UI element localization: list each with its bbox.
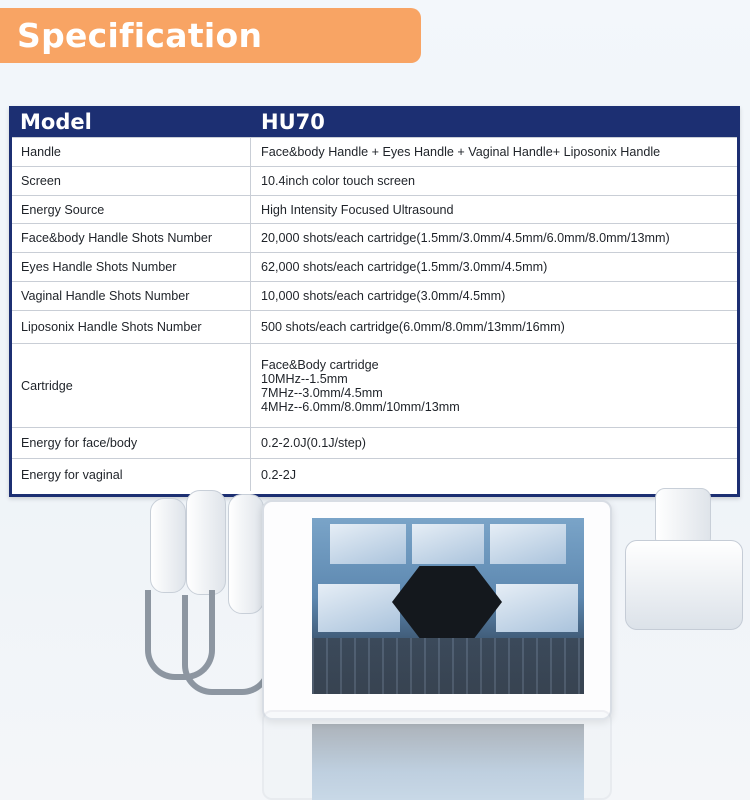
header-banner (0, 8, 421, 63)
reflection-display (312, 724, 584, 800)
table-row (12, 252, 737, 281)
cartridge-line: 10MHz--1.5mm (261, 371, 348, 386)
model-label: Model (20, 109, 92, 134)
cartridge-line: Face&Body cartridge (261, 357, 379, 372)
spec-table (9, 106, 740, 497)
row-value: 0.2-2.0J(0.1J/step) (261, 436, 366, 450)
handpiece-2 (186, 490, 226, 595)
model-value: HU70 (261, 109, 325, 134)
screen-tile (318, 584, 400, 632)
page-title: Specification (17, 16, 263, 55)
row-value: Face&body Handle + Eyes Handle + Vaginal Handle+ Liposonix Handle (261, 145, 661, 159)
row-label: Energy Source (12, 196, 251, 223)
row-value: 10.4inch color touch screen (261, 174, 416, 188)
table-row (12, 195, 737, 223)
liposonix-handle (655, 488, 711, 548)
row-label: Liposonix Handle Shots Number (12, 311, 251, 343)
cable (182, 595, 272, 695)
row-value: 500 shots/each cartridge(6.0mm/8.0mm/13mm/16mm) (261, 320, 565, 334)
table-header-row (12, 106, 737, 137)
row-value: 10,000 shots/each cartridge(3.0mm/4.5mm) (261, 289, 506, 303)
row-label: Cartridge (12, 344, 251, 427)
table-row (12, 166, 737, 195)
table-row (12, 281, 737, 310)
floor-reflection (0, 705, 750, 800)
handpiece-1 (150, 498, 186, 593)
row-label: Energy for vaginal (12, 459, 251, 491)
screen-tile (330, 524, 406, 564)
row-label: Screen (12, 167, 251, 195)
cartridge-line: 7MHz--3.0mm/4.5mm (261, 385, 383, 400)
row-label: Vaginal Handle Shots Number (12, 282, 251, 310)
row-label: Eyes Handle Shots Number (12, 253, 251, 281)
device-illustration (0, 480, 750, 800)
row-value: 0.2-2J (261, 468, 297, 482)
hexagon-graphic (392, 566, 502, 638)
screen-display (312, 518, 584, 694)
row-label: Handle (12, 138, 251, 166)
cartridge-values (251, 344, 737, 427)
screen-tile (412, 524, 484, 564)
screen-tile (496, 584, 578, 632)
row-label: Face&body Handle Shots Number (12, 224, 251, 252)
screen-floor (312, 638, 584, 694)
row-value: 62,000 shots/each cartridge(1.5mm/3.0mm/4.5mm) (261, 260, 548, 274)
reflection-screen (262, 710, 612, 800)
table-row (12, 310, 737, 343)
table-row (12, 137, 737, 166)
cartridge-line: 4MHz--6.0mm/8.0mm/10mm/13mm (261, 399, 460, 414)
cartridge-unit (625, 540, 743, 630)
screen-tile (490, 524, 566, 564)
table-row (12, 343, 737, 427)
device-screen (262, 500, 612, 720)
row-value: 20,000 shots/each cartridge(1.5mm/3.0mm/4.5mm/6.0mm/8.0mm/13mm) (261, 231, 670, 245)
row-value: High Intensity Focused Ultrasound (261, 202, 454, 217)
table-row (12, 223, 737, 252)
row-label: Energy for face/body (12, 428, 251, 458)
table-row (12, 427, 737, 458)
